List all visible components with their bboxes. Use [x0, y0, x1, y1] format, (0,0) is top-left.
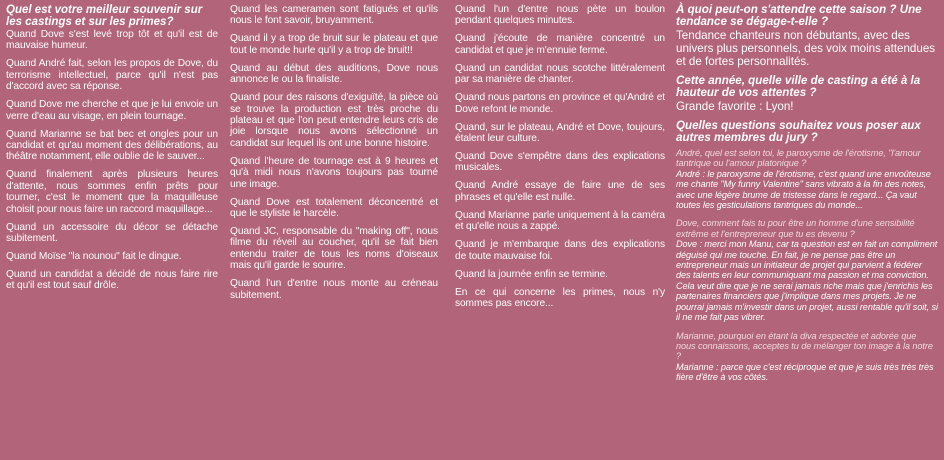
column-2-paragraph: Quand JC, responsable du "making off", nous filme du réveil au coucher, qu'il se fait bien entendu traiter de tous les noms d'oiseaux mais qu'il garde le sourire.: [230, 226, 438, 272]
column-3-paragraph: Quand un candidat nous scotche littéralement par sa manière de chanter.: [455, 62, 665, 86]
jury-question: André, quel est selon toi, le paroxysme de l'érotisme, "l'amour tantrique ou l'amour platonique ?: [676, 148, 921, 169]
column-3-paragraph: Quand j'écoute de manière concentré un candidat et que je m'ennuie ferme.: [455, 33, 665, 56]
column-1-paragraph: Quand un candidat a décidé de nous faire rire et qu'il est tout sauf drôle.: [6, 269, 218, 292]
column-1-paragraph: Quand André fait, selon les propos de Dove, du terrorisme intellectuel, parce qu'il n'est pas d'accord avec sa réponse.: [6, 58, 218, 93]
column-2-paragraph: Quand l'heure de tournage est à 9 heures et qu'à midi nous n'avons toujours pas tourné une image.: [230, 155, 438, 190]
column-1: [6, 4, 218, 298]
column-4: [676, 4, 938, 391]
column-2-paragraph: Quand au début des auditions, Dove nous annonce le ou la finaliste.: [230, 62, 438, 86]
column-1-paragraph: Quand finalement après plusieurs heures d'attente, nous sommes enfin prêts pour tourner, c'est le moment que la maquilleuse choisit pour nous faire un raccord maquillage...: [6, 169, 218, 215]
column-3-paragraph: Quand Dove s'empêtre dans des explications musicales.: [455, 151, 665, 174]
column-3: [455, 4, 665, 316]
column-3-paragraph: En ce qui concerne les primes, nous n'y sommes pas encore...: [455, 286, 665, 310]
column-2-paragraph: Quand Dove est totalement déconcentré et que le styliste le harcèle.: [230, 196, 438, 220]
column-2-paragraph: Quand l'un d'entre nous monte au créneau subitement.: [230, 278, 438, 301]
season-answer: Tendance chanteurs non débutants, avec des univers plus personnels, des voix moins attendues et de fortes personnalités.: [676, 29, 936, 68]
jury-question: Dove, comment fais tu pour être un homme d'une sensibilité extrême et l'entrepreneur que tu es devenu ?: [676, 218, 915, 239]
column-2: [230, 4, 438, 308]
jury-answer: André : le paroxysme de l'érotisme, c'est quand une envoûteuse me chante "My funny Valentine" sans vibrato à la fin des notes, avec une légère brume de tristesse dans le regard... Ça vaut toutes les gesticulations tantriques du monde...: [676, 168, 931, 211]
column-2-paragraph: Quand pour des raisons d'exiguïté, la pièce où se trouve la production est très proche du plateau et que l'on peut entendre leurs cris de joie lorsque nous avons sélectionné un candidat sur lequel ils ont une bonne histoire.: [230, 92, 438, 149]
jury-answer: Marianne : parce que c'est réciproque et que je suis très très très fière d'être à vos côtés.: [676, 361, 934, 383]
column-3-paragraph: Quand nous partons en province et qu'André et Dove refont le monde.: [455, 92, 665, 115]
column-2-paragraph: Quand les cameramen sont fatigués et qu'ils nous le font savoir, bruyamment.: [230, 4, 438, 27]
jury-questions-heading: Quelles questions souhaitez vous poser aux autres membres du jury ?: [676, 119, 921, 144]
column-1-paragraph: Quand Dove s'est levé trop tôt et qu'il est de mauvaise humeur.: [6, 29, 218, 52]
jury-question: Marianne, pourquoi en étant la diva respectée et adorée que nous connaissons, acceptes tu de mélanger ton image à la notre ?: [676, 330, 933, 362]
column-1-paragraph: Quand un accessoire du décor se détache subitement.: [6, 221, 218, 245]
column-3-paragraph: Quand l'un d'entre nous pète un boulon pendant quelques minutes.: [455, 4, 665, 27]
season-question: À quoi peut-on s'attendre cette saison ? Une tendance se dégage-t-elle ?: [676, 3, 922, 28]
jury-answer: Dove : merci mon Manu, car ta question est en fait un compliment déguisé qui me touche. En fait, je ne pense pas être un entrepreneur mais un initiateur de projet qui parvient à fédérer des talents en leur communiquant ma passion et ma conviction. Cela veut dire que je ne serai jamais riche mais que j'enrichis les partenaires financiers que j'implique dans mes projets. Je ne pourrai jamais m'investir dans un projet, aussi rentable qu'il soit, si il ne me fait pas vibrer.: [676, 239, 938, 323]
column-3-paragraph: Quand la journée enfin se termine.: [455, 268, 608, 280]
column-3-paragraph: Quand, sur le plateau, André et Dove, toujours, étalent leur culture.: [455, 121, 665, 145]
column-1-question: Quel est votre meilleur souvenir sur les castings et sur les primes?: [6, 4, 203, 28]
column-2-paragraph: Quand il y a trop de bruit sur le plateau et que tout le monde hurle qu'il y a trop de bruit!!: [230, 33, 438, 56]
column-3-paragraph: Quand je m'embarque dans des explications de toute mauvaise foi.: [455, 239, 665, 262]
jury-exchange-marianne: [676, 331, 938, 383]
column-1-paragraph: Quand Marianne se bat bec et ongles pour un candidat et qu'au moment des délibérations, au théâtre notamment, elle oublie de le sauver...: [6, 128, 218, 163]
jury-exchange-dove: [676, 218, 938, 322]
city-answer: Grande favorite : Lyon!: [676, 100, 794, 113]
column-3-paragraph: Quand Marianne parle uniquement à la caméra et qu'elle nous a zappé.: [455, 209, 665, 233]
column-3-paragraph: Quand André essaye de faire une de ses phrases et qu'elle est nulle.: [455, 180, 665, 203]
city-question: Cette année, quelle ville de casting a été à la hauteur de vos attentes ?: [676, 74, 921, 99]
column-1-paragraph: Quand Moïse "la nounou" fait le dingue.: [6, 251, 182, 263]
jury-exchange-andre: [676, 148, 938, 210]
column-1-paragraph: Quand Dove me cherche et que je lui envoie un verre d'eau au visage, en plein tournage.: [6, 99, 218, 122]
